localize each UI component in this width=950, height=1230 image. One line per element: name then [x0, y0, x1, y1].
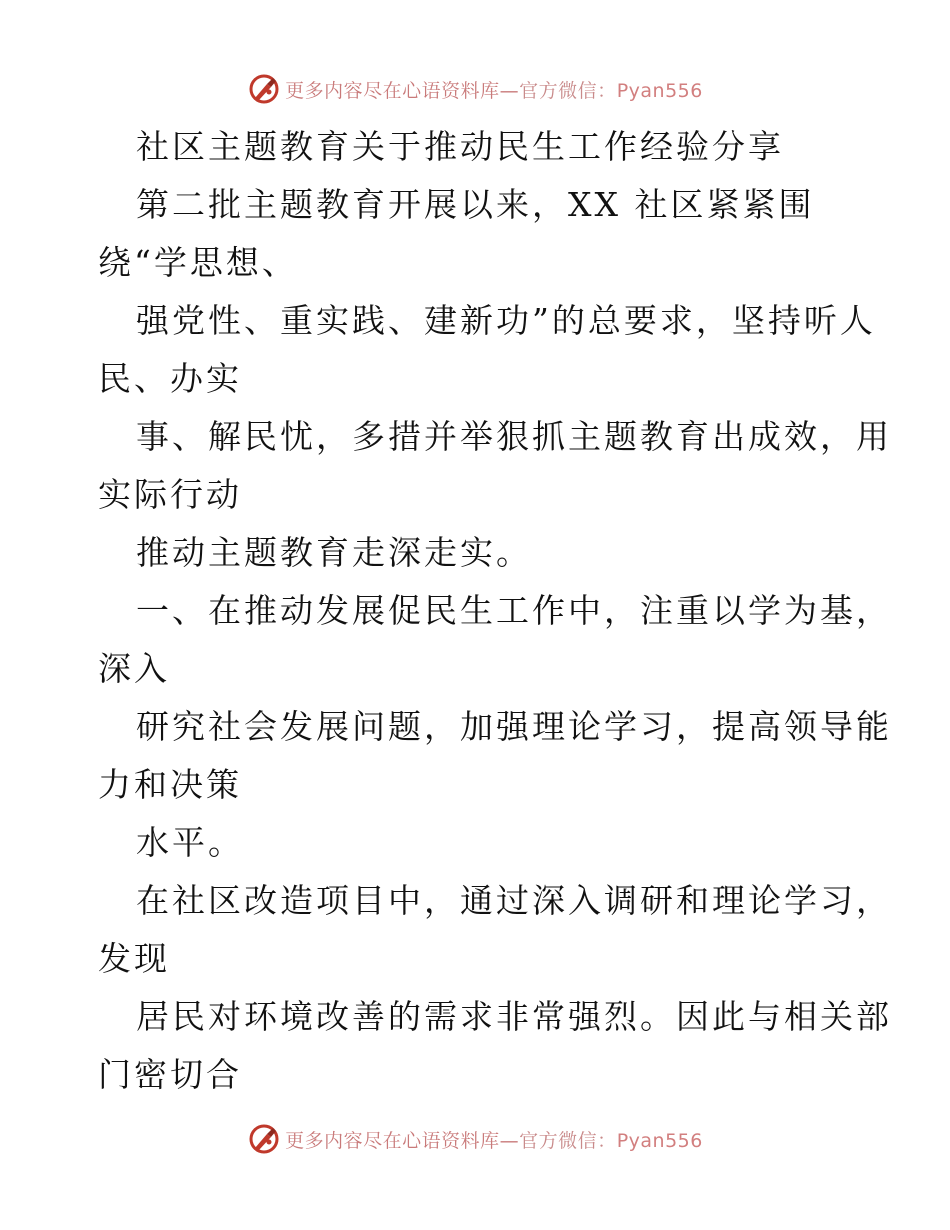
- paragraph-line: 发现: [98, 939, 170, 978]
- paragraph-line: 居民对环境改善的需求非常强烈。因此与相关部: [136, 997, 892, 1036]
- paragraph-line: 在社区改造项目中，通过深入调研和理论学习，: [136, 881, 892, 920]
- header-banner-wechat: 官方微信：: [519, 79, 617, 102]
- header-banner-main: 更多内容尽在心语资料库: [285, 79, 500, 102]
- section-heading-line: 一、在推动发展促民生工作中，注重以学为基，: [136, 591, 892, 630]
- paragraph-line: 推动主题教育走深走实。: [136, 533, 532, 572]
- paragraph-line: 力和决策: [98, 765, 242, 804]
- paragraph-line: 研究社会发展问题，加强理论学习，提高领导能: [136, 707, 892, 746]
- paragraph-line: 绕“学思想、: [98, 243, 298, 282]
- footer-banner: [0, 1122, 950, 1156]
- document-title: 社区主题教育关于推动民生工作经验分享: [136, 127, 784, 166]
- footer-banner-main: 更多内容尽在心语资料库: [285, 1129, 500, 1152]
- header-banner-account: Pyan556: [616, 79, 703, 102]
- footer-banner-account: Pyan556: [616, 1129, 703, 1152]
- paragraph-line: 实际行动: [98, 475, 242, 514]
- brand-logo-icon: [247, 1122, 281, 1156]
- paragraph-line: 民、办实: [98, 359, 242, 398]
- footer-banner-wechat: 官方微信：: [519, 1129, 617, 1152]
- header-banner-dash: —: [499, 79, 520, 102]
- footer-banner-text: [285, 1126, 703, 1153]
- paragraph-line: 门密切合: [98, 1055, 242, 1094]
- footer-banner-dash: —: [499, 1129, 520, 1152]
- paragraph-line: 水平。: [136, 823, 244, 862]
- paragraph-line: 事、解民忧，多措并举狠抓主题教育出成效，用: [136, 417, 892, 456]
- paragraph-line: 强党性、重实践、建新功”的总要求，坚持听人: [136, 301, 876, 340]
- paragraph-line: 深入: [98, 649, 170, 688]
- paragraph-line: 第二批主题教育开展以来，XX 社区紧紧围: [136, 185, 815, 224]
